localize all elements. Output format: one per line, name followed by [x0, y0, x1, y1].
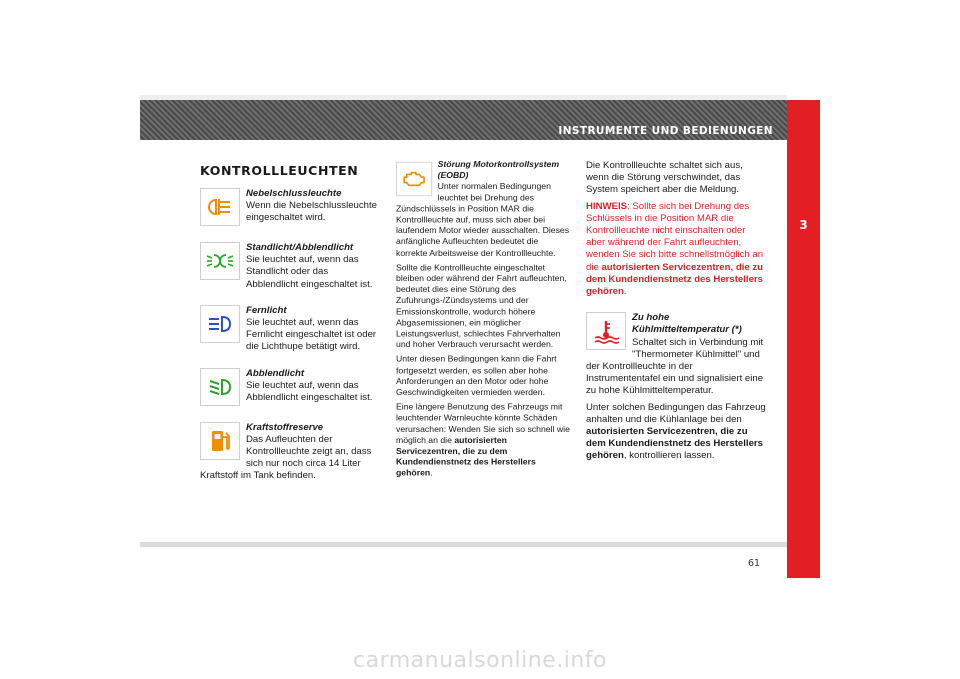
entry-fuel-reserve [200, 422, 380, 483]
page-number: 61 [748, 558, 761, 569]
entry-title: Standlicht/Abblendlicht [246, 242, 354, 253]
entry-title: Fernlicht [246, 304, 287, 316]
chapter-header-title: INSTRUMENTE UND BEDIENUNGEN [558, 125, 773, 137]
entry-text: Sie leuchtet auf, wenn das Abblendlicht eingeschaltet ist. [246, 379, 373, 404]
watermark: carmanualsonline.info [353, 648, 607, 673]
entry-title: Kraftstoffreserve [246, 421, 324, 433]
service-reference: autorisierten Servicezentren, die zu dem Kundendienstnetz des Herstellers gehören [586, 426, 763, 462]
entry-text: Das Aufleuchten der Kontrollleuchte zeigt an, dass sich nur noch circa 14 Liter Kraftstoff im Tank befinden. [200, 433, 372, 482]
paragraph: Unter diesen Bedingungen kann die Fahrt fortgesetzt werden, es sollen aber hohe Anforderungen an den Motor oder hohe Geschwindigkeiten vermieden werden. [396, 354, 557, 398]
parking-light-icon [200, 242, 240, 280]
paragraph: Schaltet sich in Verbindung mit "Thermometer Kühlmittel" und der Kontrollleuchte in der Instrumententafel ein und signalisiert eine zu hohe Kühlmitteltemperatur. [586, 336, 764, 397]
bottom-rule [140, 542, 787, 547]
note-label: HINWEIS [586, 200, 628, 212]
entry-title: Nebelschlussleuchte [246, 188, 342, 199]
column-3 [586, 160, 766, 467]
text-run: Eine längere Benutzung des Fahrzeugs mit leuchtender Warnleuchte könnte Schäden verursachen: Wenden Sie sich so schnell wie möglich an die [396, 402, 570, 446]
entry-low-beam [200, 368, 380, 408]
entry-parking-light [200, 242, 380, 291]
paragraph: Sollte die Kontrollleuchte eingeschaltet bleiben oder während der Fahrt aufleuchten, bedeutet dies eine Störung des Zufuhrungs-/Zündsystems und der Emissionskontrolle, wodurch höhere Abgasemissionen, ein möglicher Leistungsverlust, schlechtes Fahrverhalten und hoher Verbrauch verursacht werden. [396, 262, 567, 351]
note-text: : Sollte sich bei Drehung des Schlüssels in die Position MAR die Kontrollleuchte nicht einschalten oder aber während der Fahrt aufleuchten, wenden Sie sich bitte schnellstmöglich an die [586, 200, 764, 273]
text-run: . [430, 468, 433, 479]
entry-title: Störung Motorkontrollsystem (EOBD) [437, 160, 560, 181]
check-engine-icon [396, 162, 432, 196]
service-reference: autorisierten Servicezentren, die zu dem Kundendienstnetz des Herstellers gehören [396, 435, 536, 479]
fuel-pump-icon [200, 422, 240, 460]
paragraph: Die Kontrollleuchte schaltet sich aus, wenn die Störung verschwindet, das System speichert aber die Meldung. [586, 160, 743, 196]
paragraph: Unter normalen Bedingungen leuchtet bei Drehung des Zündschlüssels in Position MAR die Kontrollleuchte auf, muss sich aber bei laufendem Motor wieder ausschalten. Dieses anfängliche Aufleuchten bedeutet die korrekte Arbeitsweise der Kontrollleuchte. [396, 182, 570, 259]
note-paragraph [586, 201, 766, 299]
column-1 [200, 188, 380, 497]
paragraph [586, 402, 766, 463]
text-run: Unter solchen Bedingungen das Fahrzeug anhalten und die Kühlanlage bei den [586, 401, 766, 425]
entry-coolant-temperature [586, 312, 766, 462]
entry-title: Zu hohe Kühlmitteltemperatur (*) [632, 312, 742, 336]
paragraph [396, 403, 571, 480]
chapter-number: 3 [799, 218, 808, 232]
service-reference: autorisierten Servicezentren, die zu dem Kundendienstnetz des Herstellers gehören [586, 261, 764, 298]
text-run: , kontrollieren lassen. [623, 450, 715, 462]
entry-title: Abblendlicht [246, 367, 305, 379]
entry-text: Wenn die Nebelschlussleuchte eingeschaltet wird. [246, 200, 378, 224]
header-band [140, 100, 787, 140]
high-beam-icon [200, 305, 240, 343]
text-run: . [623, 286, 627, 298]
coolant-temperature-icon [586, 312, 626, 350]
column-2 [396, 160, 571, 483]
section-title: KONTROLLLEUCHTEN [200, 163, 359, 178]
chapter-tab [787, 100, 820, 578]
entry-engine-malfunction [396, 160, 571, 480]
low-beam-icon [200, 368, 240, 406]
entry-rear-fog-light [200, 188, 380, 228]
rear-fog-light-icon [200, 188, 240, 226]
entry-high-beam [200, 305, 380, 354]
entry-text: Sie leuchtet auf, wenn das Standlicht oder das Abblendlicht eingeschaltet ist. [246, 254, 373, 290]
entry-text: Sie leuchtet auf, wenn das Fernlicht eingeschaltet ist oder die Lichthupe betätigt wird. [246, 317, 377, 353]
